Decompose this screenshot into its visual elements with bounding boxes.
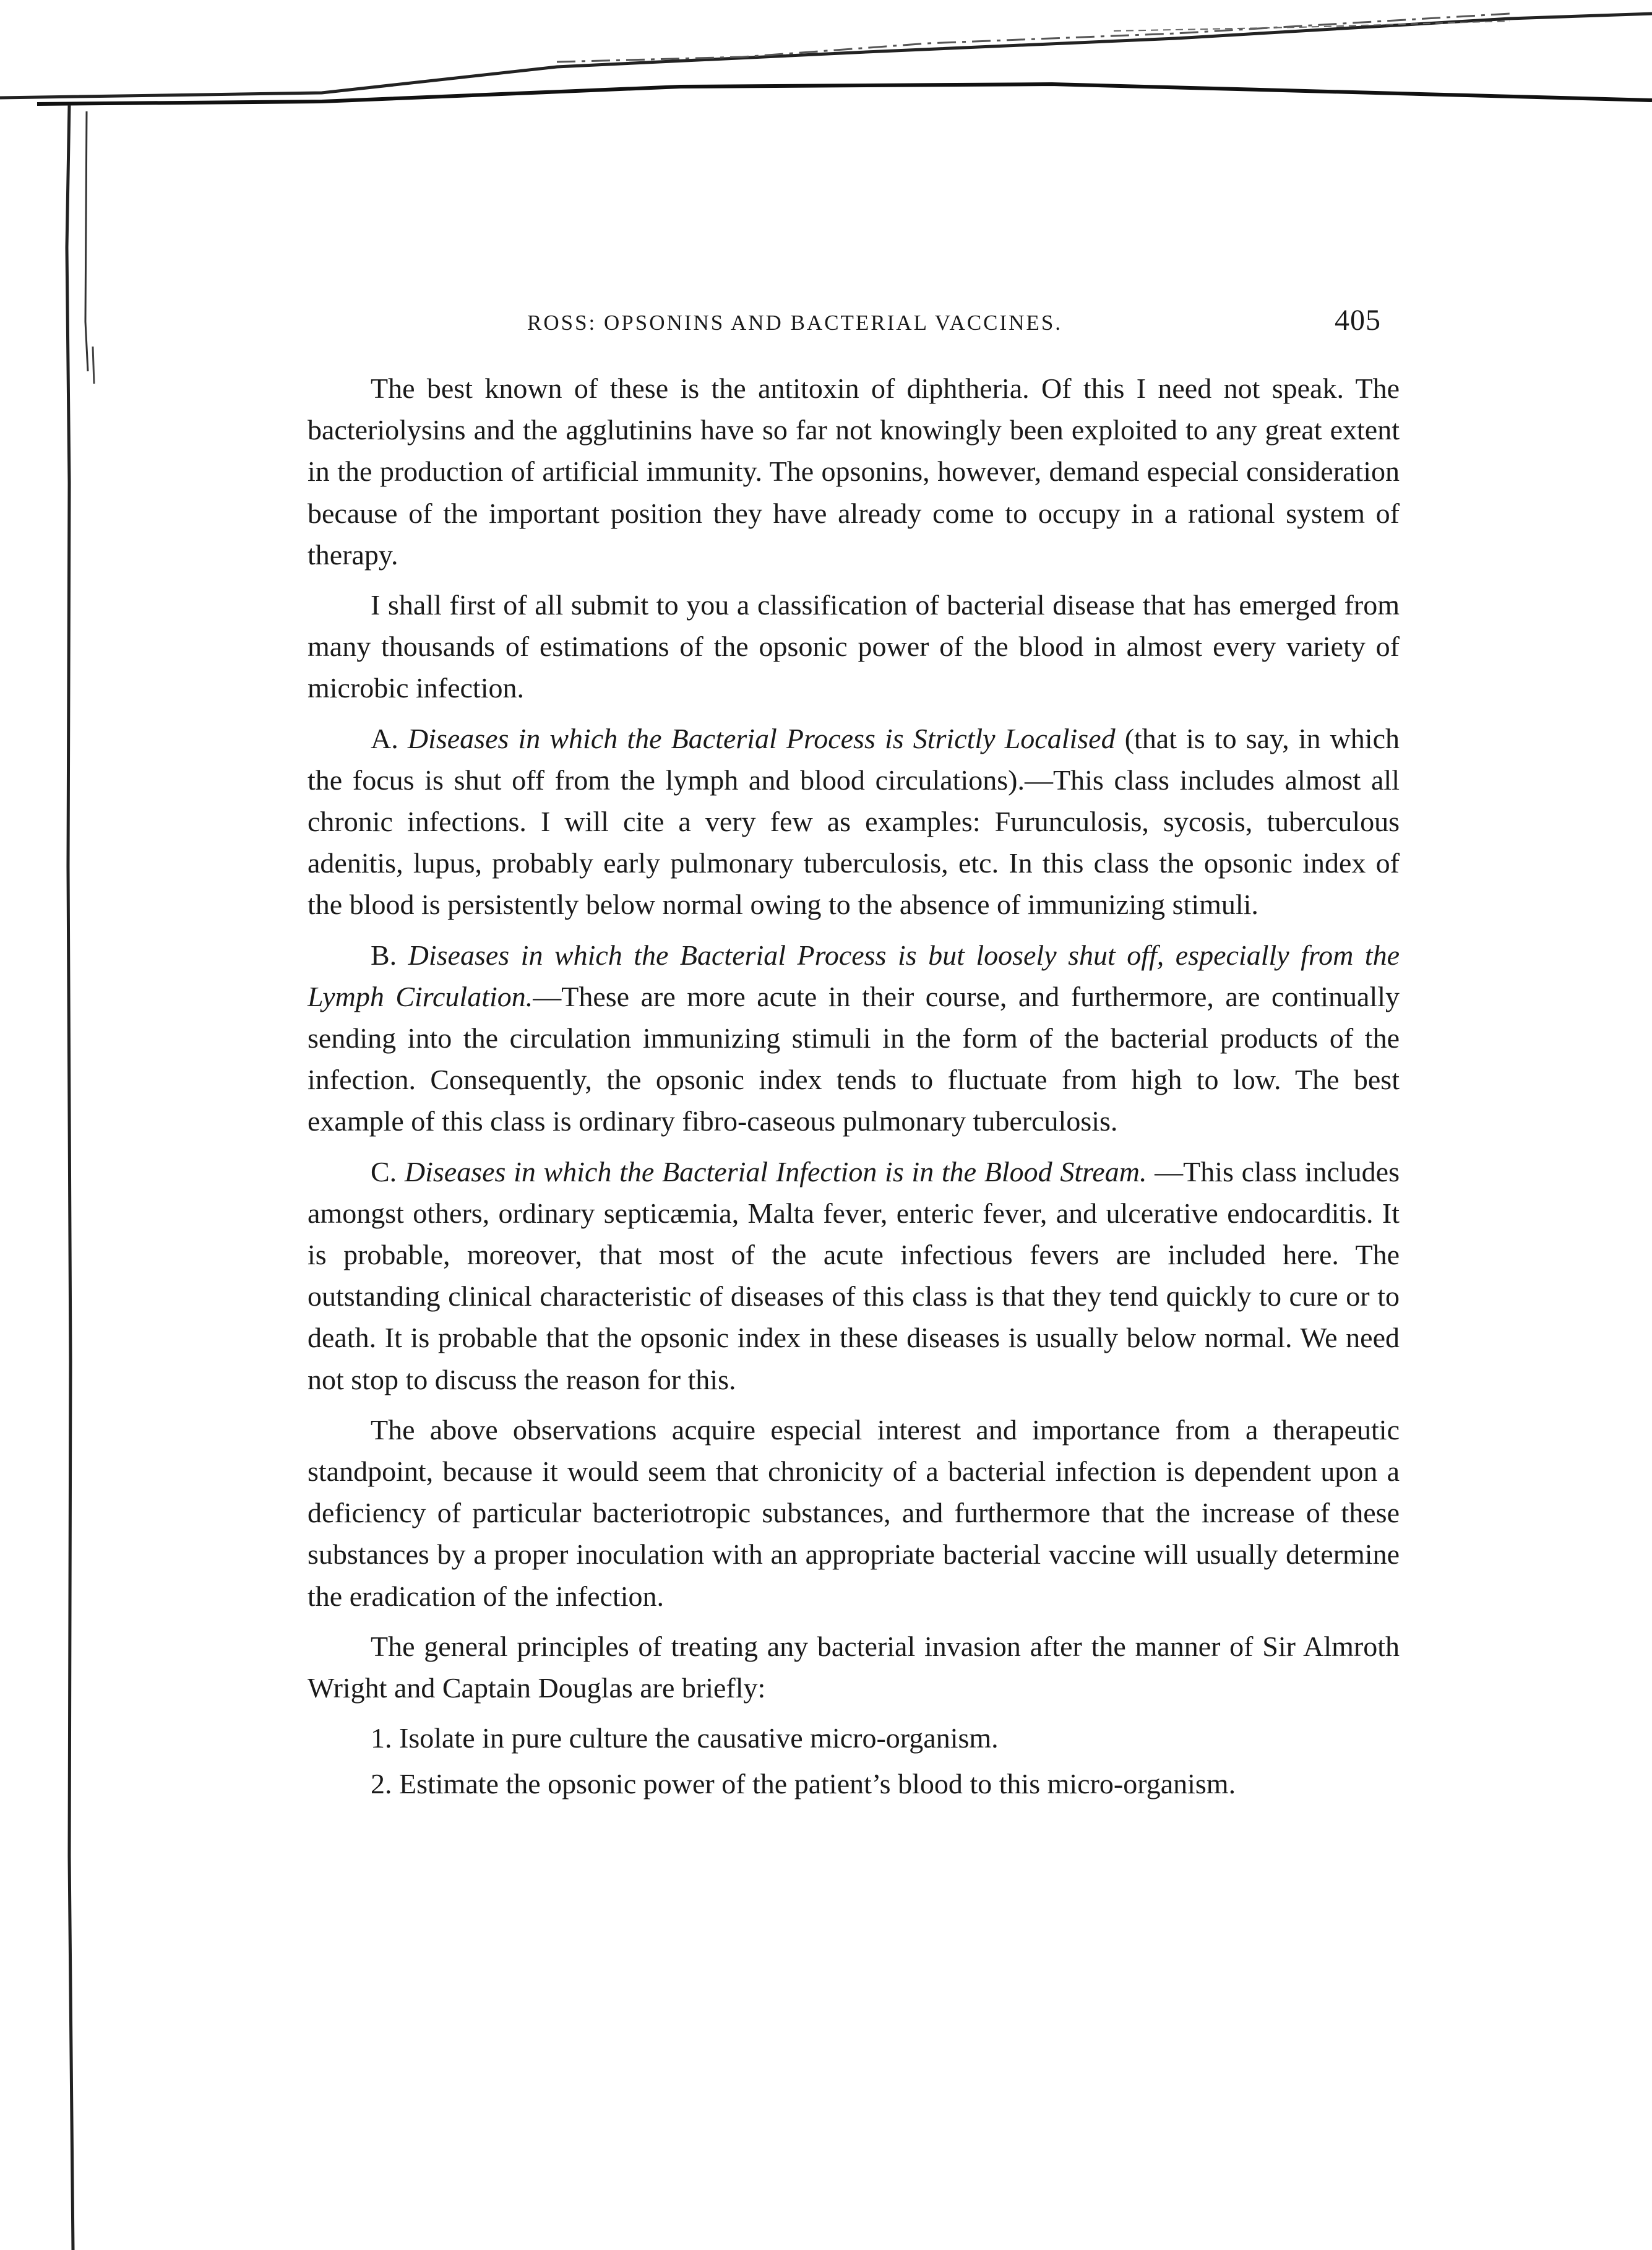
paragraph-class-c: C. Diseases in which the Bacterial Infection is in the Blood Stream. —This class includes amongst others, ordinary septicæmia, Malta fever, enteric fever, and ulcerative endocarditis. It is probable, moreover, that most of the acute infectious fevers are included here. The outstanding clinical characteristic of diseases of this class is that they tend quickly to cure or to death. It is probable that the opsonic index in these diseases is usually below normal. We need not stop to discuss the reason for this. — [308, 1155, 1400, 1395]
paragraph-principles: The general principles of treating any bacterial invasion after the manner of Sir Almroth Wright and Captain Douglas are briefly: — [308, 1630, 1400, 1704]
scan-edge-left — [0, 0, 99, 2250]
class-label: A. — [371, 722, 398, 754]
list-item: 1. Isolate in pure culture the causative micro-organism. — [371, 1722, 999, 1754]
class-heading: Diseases in which the Bacterial Process is but loosely shut off, especially from the Lymph Circulation. — [308, 939, 1400, 1012]
paragraph-antitoxin: The best known of these is the antitoxin of diphtheria. Of this I need not speak. The bacteriolysins and the agglutinins have so far not knowingly been exploited to any great extent in the production of artificial immunity. The opsonins, however, demand especial consideration because of the important position they have already come to occupy in a rational system of therapy. — [308, 373, 1400, 571]
class-heading: Diseases in which the Bacterial Infection is in the Blood Stream. — [404, 1155, 1147, 1188]
paragraph-class-a: A. Diseases in which the Bacterial Process is Strictly Localised (that is to say, in which the focus is shut off from the lymph and blood circulations).—This class includes almost all chronic infections. I will cite a very few as examples: Furunculosis, sycosis, tuberculous adenitis, lupus, probably early pulmonary tuberculosis, etc. In this class the opsonic index of the blood is persistently below normal owing to the absence of immunizing stimuli. — [308, 722, 1400, 921]
class-label: B. — [371, 939, 397, 971]
scan-edge-top — [0, 0, 1652, 124]
list-item: 2. Estimate the opsonic power of the patient’s blood to this micro-organism. — [371, 1767, 1236, 1800]
paragraph-class-b: B. Diseases in which the Bacterial Process is but loosely shut off, especially from the Lymph Circulation.—These are more acute in their course, and furthermore, are continually sending into the circulation immunizing stimuli in the form of the bacterial products of the infection. Consequently, the opsonic index tends to fluctuate from high to low. The best example of this class is ordinary fibro-caseous pulmonary tuberculosis. — [308, 939, 1400, 1137]
list-number: 1. — [371, 1722, 392, 1754]
class-label: C. — [371, 1155, 397, 1188]
list-number: 2. — [371, 1767, 392, 1800]
page-number: 405 — [1335, 304, 1381, 337]
paragraph-classification: I shall first of all submit to you a classification of bacterial disease that has emerged from many thousands of estimations of the opsonic power of the blood in almost every variety of microbic infection. — [308, 589, 1400, 704]
running-head — [308, 298, 1400, 342]
book-page — [308, 298, 1400, 1808]
running-title: ROSS: OPSONINS AND BACTERIAL VACCINES. — [527, 311, 1063, 335]
paragraph-therapeutic: The above observations acquire especial interest and importance from a therapeutic standpoint, because it would seem that chronicity of a bacterial infection is dependent upon a deficiency of particular bacteriotropic substances, and furthermore that the increase of these substances by a proper inoculation with an appropriate bacterial vaccine will usually determine the eradication of the infection. — [308, 1413, 1400, 1612]
class-heading: Diseases in which the Bacterial Process is Strictly Localised — [407, 722, 1116, 754]
body-text — [308, 368, 1400, 1804]
